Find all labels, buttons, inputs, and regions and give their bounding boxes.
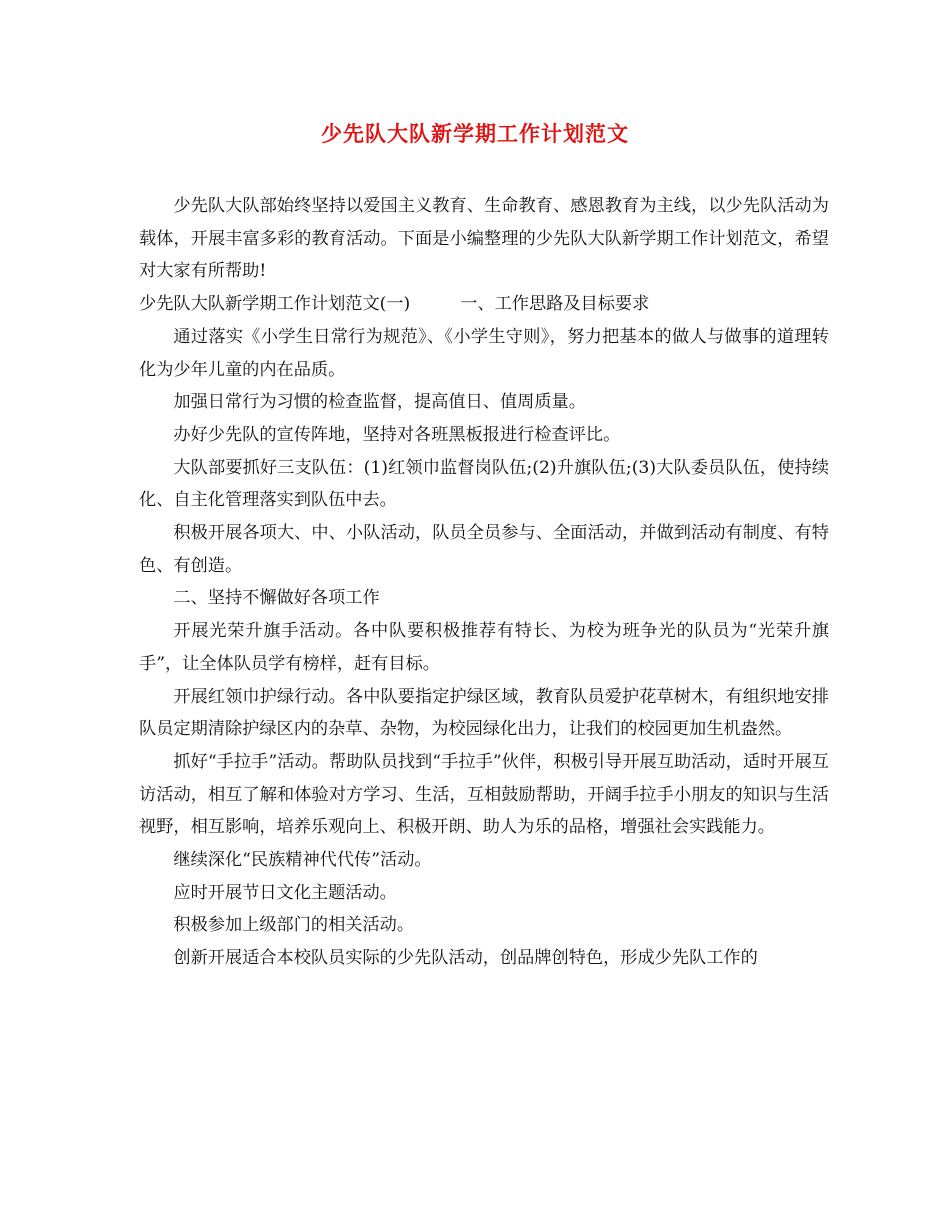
paragraph-intro: 少先队大队部始终坚持以爱国主义教育、生命教育、感恩教育为主线，以少先队活动为载体，开展丰富多彩的教育活动。下面是小编整理的少先队大队新学期工作计划范文，希望对大家有所帮助!: [139, 196, 829, 282]
section2-heading: 二、坚持不懈做好各项工作: [173, 588, 380, 609]
section1-heading-line: [139, 288, 829, 321]
document-body: [139, 190, 829, 975]
paragraph-11: 积极参加上级部门的相关活动。: [173, 915, 415, 936]
paragraph-2: 加强日常行为习惯的检查监督，提高值日、值周质量。: [173, 392, 586, 413]
paragraph-7: 开展红领巾护绿行动。各中队要指定护绿区域，教育队员爱护花草树木，有组织地安排队员定期清除护绿区内的杂草、杂物，为校园绿化出力，让我们的校园更加生机盎然。: [139, 686, 829, 740]
paragraph-5: 积极开展各项大、中、小队活动，队员全员参与、全面活动，并做到活动有制度、有特色、有创造。: [139, 523, 829, 576]
document-title: 少先队大队新学期工作计划范文: [321, 121, 629, 146]
section1-heading: 一、工作思路及目标要求: [460, 294, 650, 315]
paragraph-6: 开展光荣升旗手活动。各中队要积极推荐有特长、为校为班争光的队员为“光荣升旗手”，让全体队员学有榜样，赶有目标。: [139, 621, 829, 674]
paragraph-12: 创新开展适合本校队员实际的少先队活动，创品牌创特色，形成少先队工作的: [173, 948, 758, 969]
paragraph-4: 大队部要抓好三支队伍：(1)红领巾监督岗队伍;(2)升旗队伍;(3)大队委员队伍，使持续化、自主化管理落实到队伍中去。: [139, 457, 829, 511]
section1-article-title: 少先队大队新学期工作计划范文(一): [139, 294, 411, 315]
paragraph-9: 继续深化“民族精神代代传”活动。: [173, 850, 432, 871]
paragraph-10: 应时开展节日文化主题活动。: [173, 882, 397, 903]
paragraph-8: 抓好“手拉手”活动。帮助队员找到“手拉手”伙伴，积极引导开展互助活动，适时开展互访活动，相互了解和体验对方学习、生活，互相鼓励帮助，开阔手拉手小朋友的知识与生活视野，相互影响，培养乐观向上、积极开朗、助人为乐的品格，增强社会实践能力。: [139, 751, 829, 838]
paragraph-3: 办好少先队的宣传阵地，坚持对各班黑板报进行检查评比。: [173, 424, 621, 445]
paragraph-1: 通过落实《小学生日常行为规范》、《小学生守则》，努力把基本的做人与做事的道理转化为少年儿童的内在品质。: [139, 326, 829, 380]
